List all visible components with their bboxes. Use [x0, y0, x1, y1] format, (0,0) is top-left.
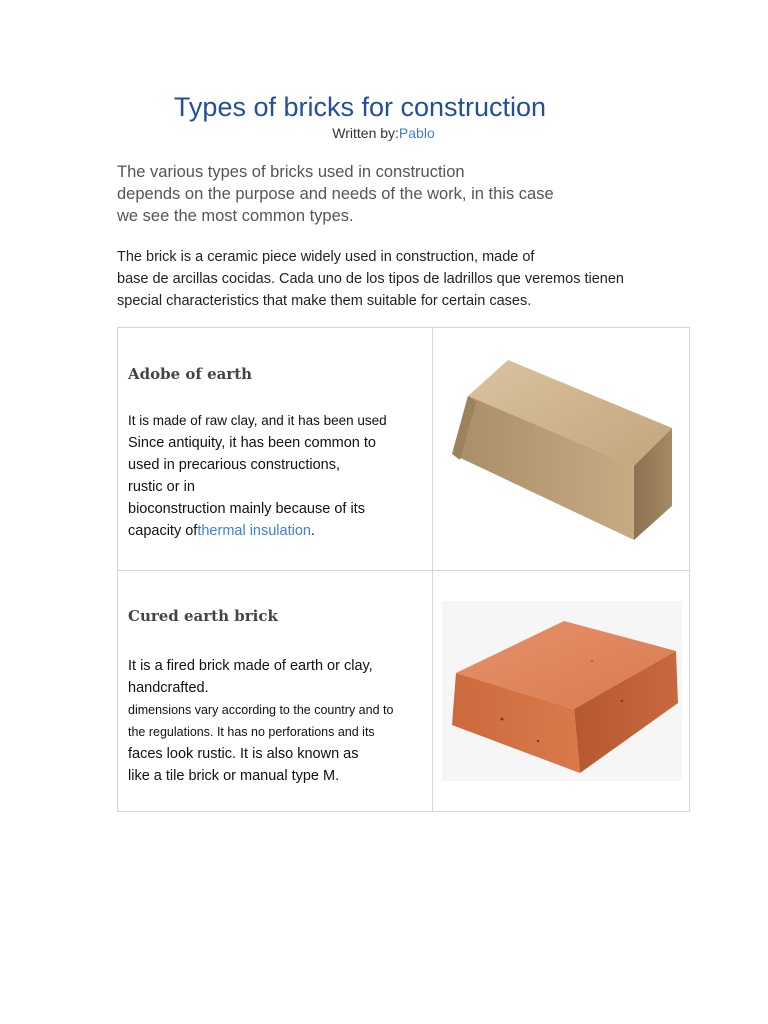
cured-brick-line: like a tile brick or manual type M.	[128, 768, 340, 784]
table-divider-horizontal	[118, 570, 689, 571]
intro-text	[117, 161, 637, 227]
adobe-cell	[128, 365, 428, 542]
brick-table	[117, 327, 690, 812]
cured-brick-line: faces look rustic. It is also known as	[128, 746, 359, 762]
adobe-line: Since antiquity, it has been common to	[128, 435, 376, 451]
cured-brick-line: dimensions vary according to the country and to	[128, 703, 394, 717]
description-paragraph	[117, 246, 677, 312]
cured-brick-cell	[128, 607, 428, 787]
adobe-line: bioconstruction mainly because of its	[128, 501, 365, 517]
intro-line: depends on the purpose and needs of the work, in this case	[117, 185, 554, 203]
adobe-title: Adobe of earth	[128, 365, 253, 383]
intro-line: The various types of bricks used in construction	[117, 163, 465, 181]
paragraph-line: base de arcillas cocidas. Cada uno de los tipos de ladrillos que veremos tienen	[117, 271, 624, 287]
adobe-line: rustic or in	[128, 479, 195, 495]
cured-brick-line: handcrafted.	[128, 680, 209, 696]
adobe-last-line	[128, 520, 428, 542]
page-title: Types of bricks for construction	[173, 92, 547, 122]
cured-brick-title: Cured earth brick	[128, 607, 278, 625]
adobe-line: It is made of raw clay, and it has been used	[128, 413, 387, 428]
cured-brick-line: It is a fired brick made of earth or clay,	[128, 658, 373, 674]
intro-line: we see the most common types.	[117, 207, 354, 225]
paragraph-line: special characteristics that make them suitable for certain cases.	[117, 293, 532, 309]
adobe-brick-image	[448, 356, 678, 544]
cured-brick-line: the regulations. It has no perforations and its	[128, 725, 375, 739]
adobe-last-prefix: capacity of	[128, 523, 198, 539]
byline-prefix: Written by:	[332, 125, 399, 141]
adobe-line: used in precarious constructions,	[128, 457, 340, 473]
author-link[interactable]: Pablo	[398, 125, 435, 141]
byline	[0, 125, 767, 141]
paragraph-line: The brick is a ceramic piece widely used in construction, made of	[117, 249, 535, 265]
thermal-insulation-link[interactable]: thermal insulation	[197, 523, 311, 539]
adobe-last-suffix: .	[310, 523, 316, 539]
red-clay-brick-image	[442, 601, 682, 781]
